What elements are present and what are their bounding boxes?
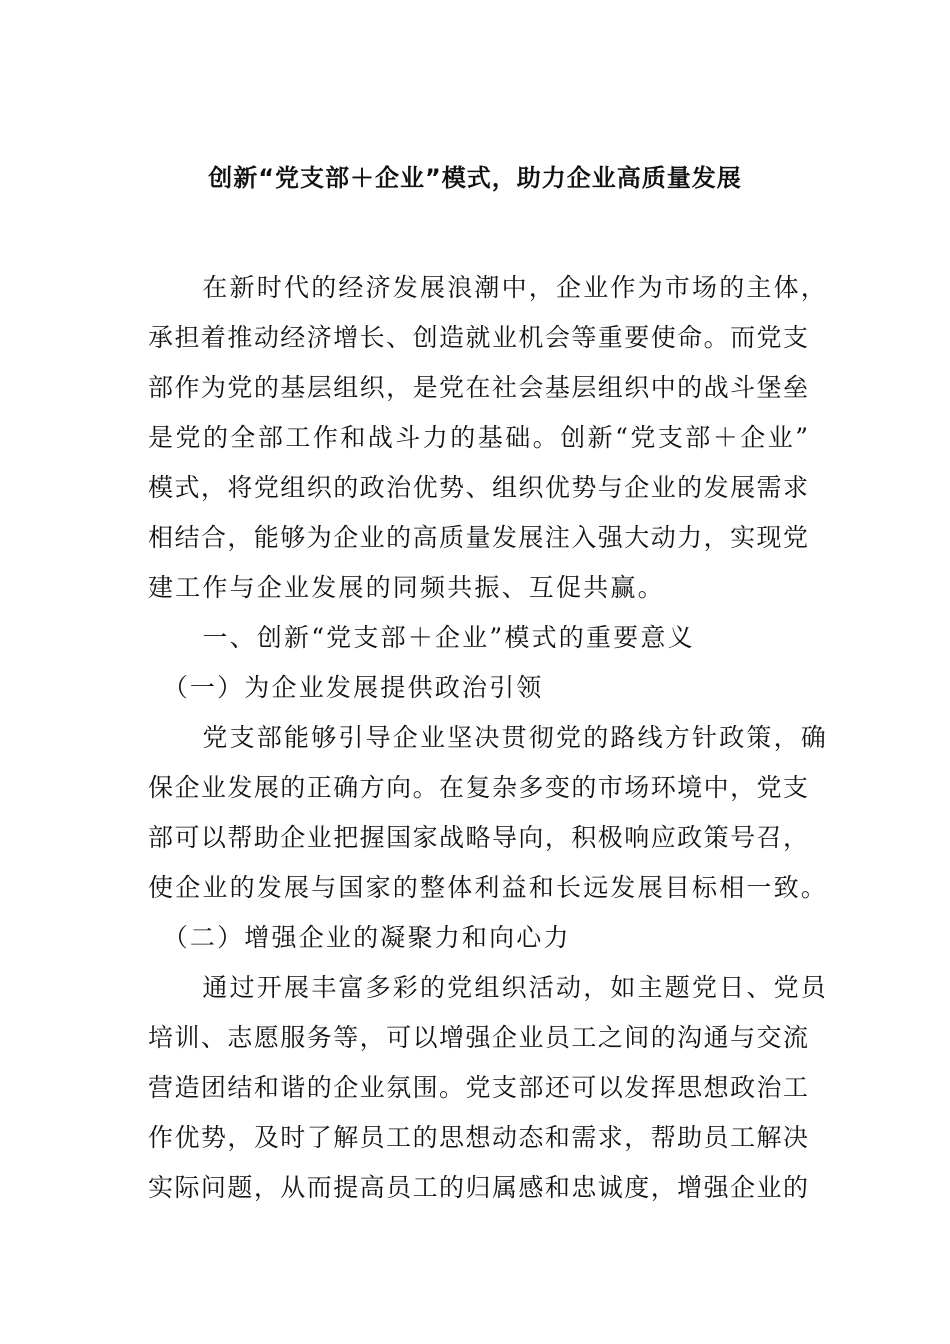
- section-heading: 一、创新“党支部＋企业”模式的重要意义: [148, 623, 695, 652]
- body-line: 营造团结和谐的企业氛围。党支部还可以发挥思想政治工: [148, 1073, 808, 1102]
- body-line: 是党的全部工作和战斗力的基础。创新“党支部＋企业”: [148, 423, 808, 452]
- body-line: 使企业的发展与国家的整体利益和长远发展目标相一致。: [148, 873, 829, 902]
- body-line: 模式，将党组织的政治优势、组织优势与企业的发展需求: [148, 473, 808, 502]
- subsection-heading: （一）为企业发展提供政治引领: [148, 673, 544, 702]
- body-line: 实际问题，从而提高员工的归属感和忠诚度，增强企业的: [148, 1173, 808, 1202]
- body-line: 部可以帮助企业把握国家战略导向，积极响应政策号召，: [148, 823, 808, 852]
- body-line: 部作为党的基层组织，是党在社会基层组织中的战斗堡垒: [148, 373, 808, 402]
- body-line: 作优势，及时了解员工的思想动态和需求，帮助员工解决: [148, 1123, 808, 1152]
- body-line: 在新时代的经济发展浪潮中，企业作为市场的主体，: [148, 273, 829, 302]
- document-title: 创新“党支部＋企业”模式，助力企业高质量发展: [208, 164, 742, 192]
- body-line: 保企业发展的正确方向。在复杂多变的市场环境中，党支: [148, 773, 808, 802]
- body-line: 通过开展丰富多彩的党组织活动，如主题党日、党员: [148, 973, 829, 1002]
- body-line: 相结合，能够为企业的高质量发展注入强大动力，实现党: [148, 523, 808, 552]
- subsection-heading: （二）增强企业的凝聚力和向心力: [148, 923, 571, 952]
- body-line: 建工作与企业发展的同频共振、互促共赢。: [148, 573, 665, 602]
- body-line: 培训、志愿服务等，可以增强企业员工之间的沟通与交流: [148, 1023, 808, 1052]
- body-line: 党支部能够引导企业坚决贯彻党的路线方针政策，确: [148, 723, 829, 752]
- body-line: 承担着推动经济增长、创造就业机会等重要使命。而党支: [148, 323, 808, 352]
